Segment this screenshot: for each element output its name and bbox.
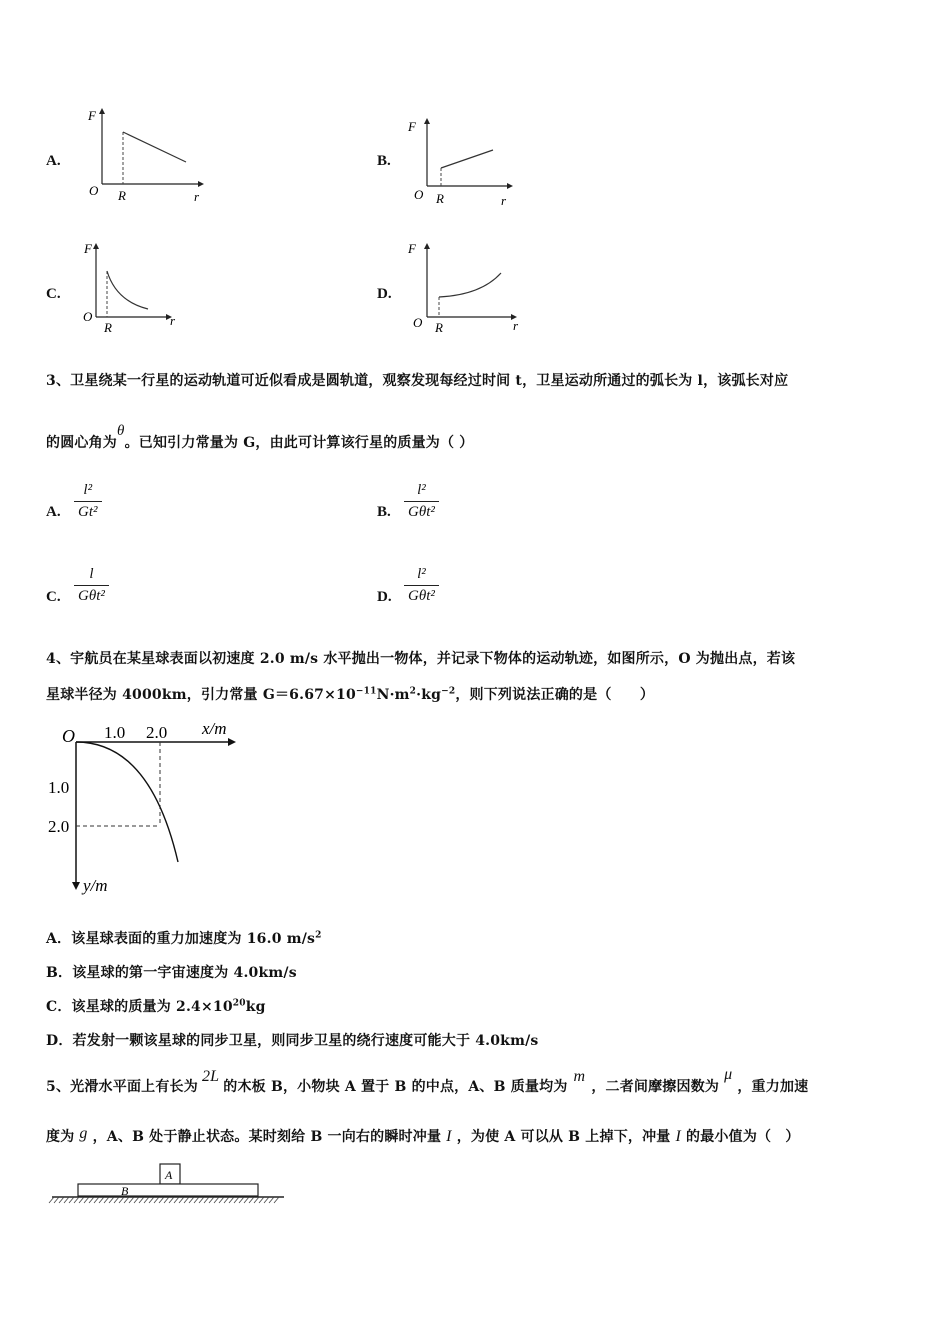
origin-label: O [414, 187, 424, 202]
hatch-mark [149, 1197, 154, 1203]
x-tick-label: 2.0 [146, 723, 168, 742]
hatch-mark [134, 1197, 139, 1203]
fraction-numerator: l [89, 566, 94, 582]
q5-line-2-post: 的最小值为（ ） [686, 1129, 800, 1145]
r-tick-label: R [104, 320, 112, 335]
hatch-mark [249, 1197, 254, 1203]
f-axis-label: F [84, 241, 92, 256]
f-axis-label: F [408, 119, 416, 134]
f-axis-label: F [88, 108, 96, 123]
q4-option-c [46, 996, 266, 1016]
hatch-mark [219, 1197, 224, 1203]
hatch-mark [244, 1197, 249, 1203]
hatch-mark [154, 1197, 159, 1203]
q3-line-1: 3、卫星绕某一行星的运动轨道可近似看成是圆轨道，观察发现每经过时间 t，卫星运动所通过的弧长为 l，该弧长对应 [46, 373, 789, 389]
board-b [78, 1184, 258, 1196]
option-d-label: D. [377, 286, 392, 302]
q4-line-2-pre: 星球半径为 4000km，引力常量 G＝6.67×10 [46, 687, 356, 703]
hatch-mark [164, 1197, 169, 1203]
hatch-mark [84, 1197, 89, 1203]
exponent: 2 [315, 930, 322, 941]
q4-option-a-text: A．该星球表面的重力加速度为 16.0 m/s [46, 931, 316, 947]
hatch-mark [179, 1197, 184, 1203]
hatch-mark [79, 1197, 84, 1203]
hatch-mark [64, 1197, 69, 1203]
r-axis-label: r [194, 189, 200, 204]
option-b-label: B. [377, 153, 391, 169]
hatch-mark [194, 1197, 199, 1203]
hatch-mark [159, 1197, 164, 1203]
hatch-mark [204, 1197, 209, 1203]
force-curve [441, 150, 493, 168]
hatch-mark [169, 1197, 174, 1203]
q3-option-b-label: B. [377, 504, 391, 520]
fraction-numerator: l² [417, 482, 426, 498]
q5-line-2-mid: ，A、B 处于静止状态。某时刻给 B 一向右的瞬时冲量 [92, 1129, 442, 1145]
force-curve [439, 273, 501, 297]
r-tick-label: R [118, 188, 126, 203]
r-tick-label: R [435, 320, 443, 335]
f-axis-label: F [408, 241, 416, 256]
q5-line-1 [46, 1066, 809, 1096]
hatch-mark [54, 1197, 59, 1203]
hatch-mark [139, 1197, 144, 1203]
origin-label: O [413, 315, 423, 330]
hatch-mark [104, 1197, 109, 1203]
x-tick-label: 1.0 [104, 723, 126, 742]
unit-n-m: N·m [376, 687, 410, 703]
hatch-mark [69, 1197, 74, 1203]
fraction-denominator: Gθt² [404, 585, 439, 605]
hatch-mark [74, 1197, 79, 1203]
q3-line-2-pre: 的圆心角为 [46, 435, 117, 451]
q4-option-a [46, 928, 322, 948]
force-graph-c [78, 235, 188, 335]
hatch-mark [269, 1197, 274, 1203]
theta-symbol: θ [117, 423, 125, 439]
impulse-symbol: I [675, 1128, 682, 1145]
r-axis-label: r [513, 318, 519, 333]
hatch-mark [109, 1197, 114, 1203]
ground-hatching [49, 1197, 279, 1203]
hatch-mark [94, 1197, 99, 1203]
hatch-mark [114, 1197, 119, 1203]
hatch-mark [214, 1197, 219, 1203]
y-tick-label: 2.0 [48, 817, 70, 836]
q4-line-2-post: ，则下列说法正确的是（ ） [455, 687, 655, 703]
exponent: −11 [355, 686, 377, 697]
impulse-symbol: I [446, 1128, 452, 1145]
option-a-label: A. [46, 153, 61, 169]
trajectory-graph [40, 712, 250, 898]
q4-option-c-text: C．该星球的质量为 2.4×10 [46, 999, 233, 1015]
fraction-denominator: Gθt² [404, 501, 439, 521]
hatch-mark [99, 1197, 104, 1203]
hatch-mark [224, 1197, 229, 1203]
q5-line-1-mid: 的木板 B，小物块 A 置于 B 的中点，A、B 质量均为 [223, 1079, 568, 1095]
q5-line-1-pre: 5、光滑水平面上有长为 [46, 1079, 198, 1095]
hatch-mark [274, 1197, 279, 1203]
m-symbol: m [573, 1068, 586, 1085]
hatch-mark [264, 1197, 269, 1203]
q4-line-1: 4、宇航员在某星球表面以初速度 2.0 m/s 水平抛出一物体，并记录下物体的运动轨迹，如图所示，O 为抛出点，若该 [46, 651, 796, 667]
q5-line-2 [46, 1126, 800, 1146]
hatch-mark [199, 1197, 204, 1203]
hatch-mark [234, 1197, 239, 1203]
fraction-denominator: Gθt² [74, 585, 109, 605]
q3-line-2 [46, 423, 474, 452]
hatch-mark [184, 1197, 189, 1203]
q5-line-2-mid2: ，为使 A 可以从 B 上掉下，冲量 [456, 1129, 671, 1145]
hatch-mark [239, 1197, 244, 1203]
hatch-mark [129, 1197, 134, 1203]
trajectory-curve [76, 742, 178, 862]
origin-label: O [89, 183, 99, 198]
unit-kg: ·kg [416, 687, 442, 703]
hatch-mark [174, 1197, 179, 1203]
force-graph-a [80, 104, 205, 209]
hatch-mark [144, 1197, 149, 1203]
q3-option-c-fraction [74, 566, 109, 605]
force-graph-b [405, 112, 525, 212]
force-curve [123, 132, 186, 162]
exponent: −2 [441, 686, 456, 697]
board-b-label: B [121, 1184, 129, 1198]
q3-option-a-label: A. [46, 504, 61, 520]
force-graph-d [405, 235, 530, 335]
q3-option-a-fraction [74, 482, 102, 521]
block-a-label: A [165, 1168, 173, 1182]
two-l-symbol: 2L [201, 1068, 220, 1085]
hatch-mark [209, 1197, 214, 1203]
q4-option-c-unit: kg [245, 999, 266, 1015]
hatch-mark [229, 1197, 234, 1203]
board-block-figure [48, 1160, 288, 1210]
hatch-mark [49, 1197, 54, 1203]
fraction-numerator: l² [83, 482, 93, 498]
q5-line-1-mid2: ，二者间摩擦因数为 [591, 1079, 720, 1095]
origin-label: O [83, 309, 93, 324]
hatch-mark [254, 1197, 259, 1203]
x-axis-label: x/m [202, 719, 227, 738]
y-axis-label: y/m [83, 876, 108, 895]
q5-line-2-pre: 度为 [46, 1129, 75, 1145]
exponent: 20 [232, 998, 246, 1009]
q4-option-d: D．若发射一颗该星球的同步卫星，则同步卫星的绕行速度可能大于 4.0km/s [46, 1033, 539, 1049]
fraction-numerator: l² [417, 566, 426, 582]
q3-line-2-post: 。已知引力常量为 G，由此可计算该行星的质量为（ ） [124, 435, 474, 451]
exponent: 2 [409, 686, 417, 697]
q4-line-2 [46, 684, 654, 704]
force-curve [107, 271, 148, 309]
q3-option-c-label: C. [46, 589, 61, 605]
q3-option-b-fraction [404, 482, 439, 521]
r-tick-label: R [436, 191, 444, 206]
hatch-mark [189, 1197, 194, 1203]
q4-option-b: B．该星球的第一宇宙速度为 4.0km/s [46, 965, 297, 981]
mu-symbol: μ [724, 1066, 733, 1083]
origin-label: O [62, 726, 75, 746]
g-symbol: g [79, 1125, 88, 1142]
hatch-mark [259, 1197, 264, 1203]
option-c-label: C. [46, 286, 61, 302]
hatch-mark [59, 1197, 64, 1203]
r-axis-label: r [501, 193, 507, 208]
fraction-denominator: Gt² [74, 501, 102, 521]
r-axis-label: r [170, 313, 176, 328]
q3-option-d-label: D. [377, 589, 392, 605]
q5-line-1-post: ，重力加速 [737, 1079, 809, 1095]
y-tick-label: 1.0 [48, 778, 70, 797]
q3-option-d-fraction [404, 566, 439, 605]
hatch-mark [89, 1197, 94, 1203]
